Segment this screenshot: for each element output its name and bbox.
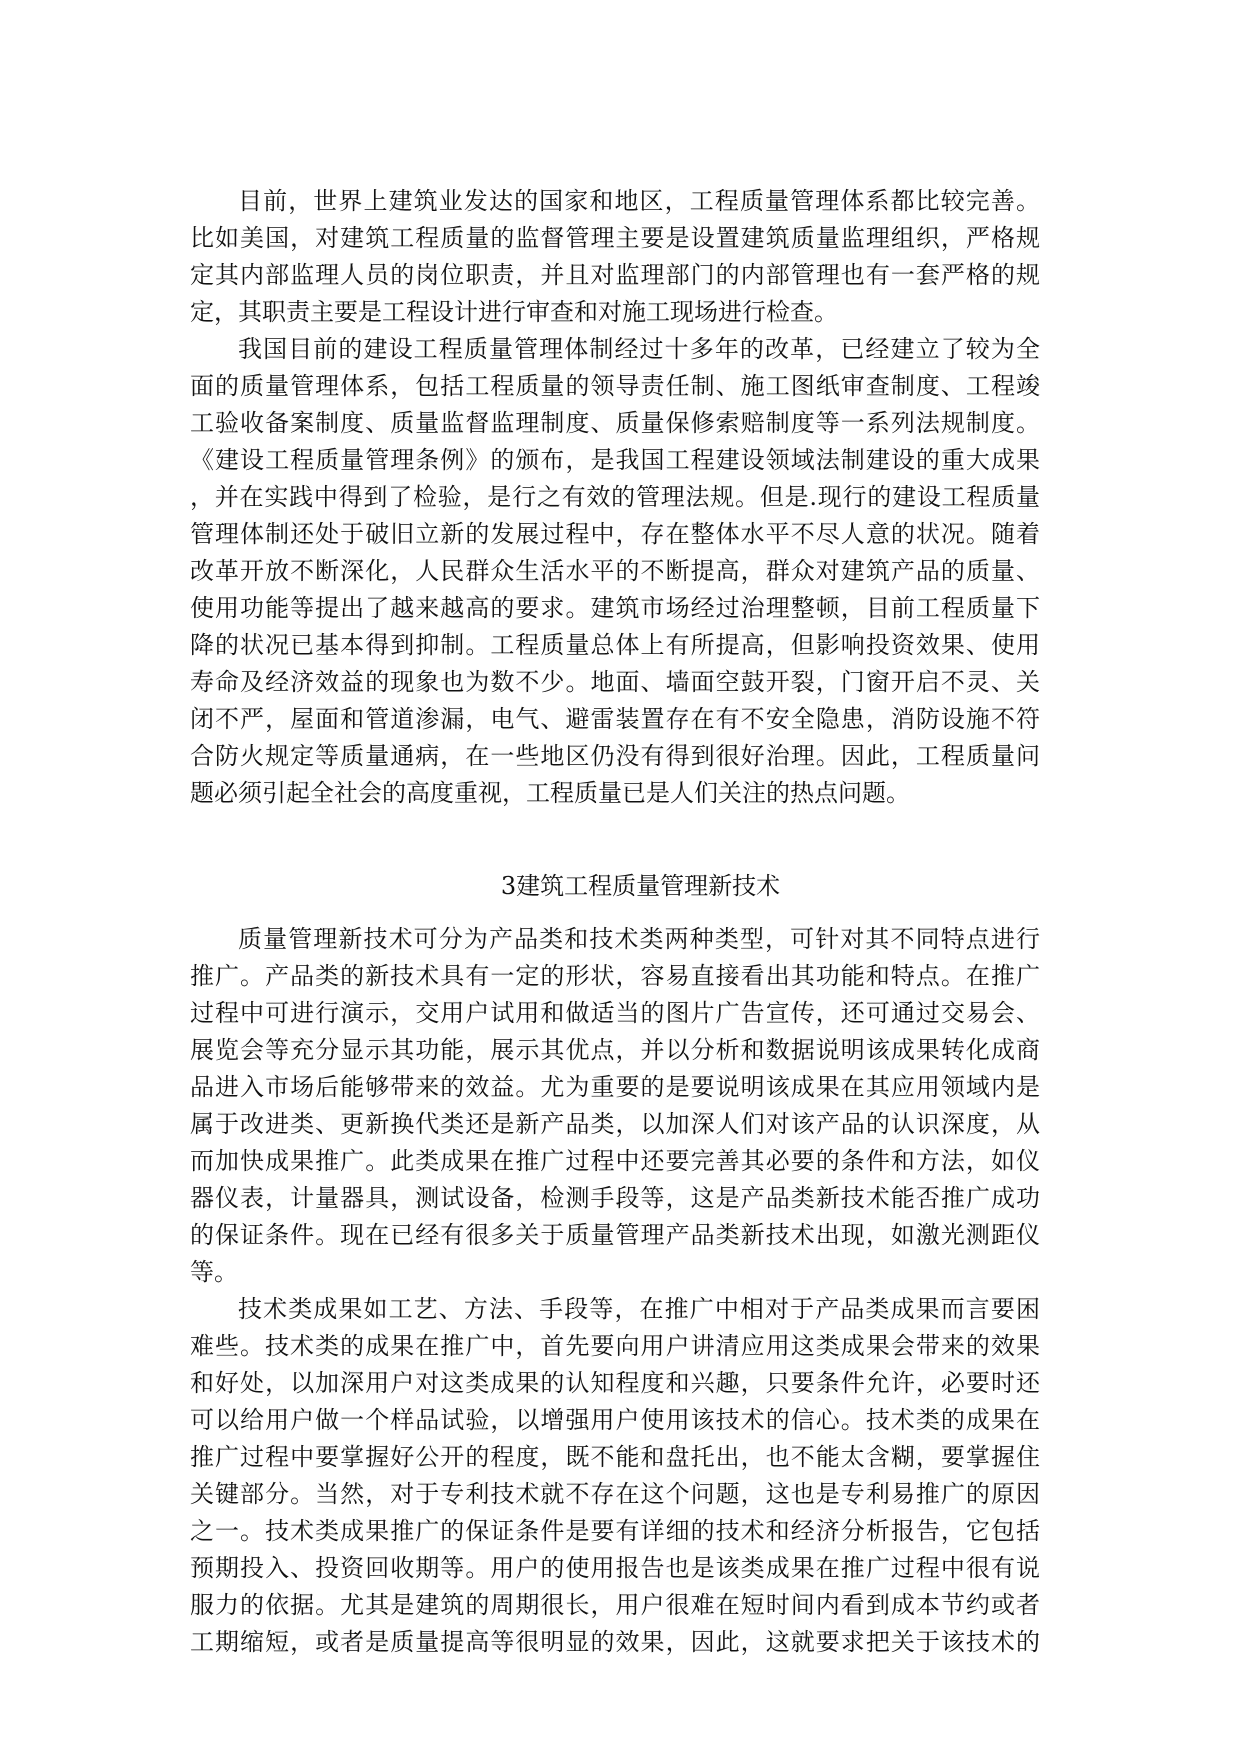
text-line: 难些。技术类的成果在推广中，首先要向用户讲清应用这类成果会带来的效果 bbox=[190, 1332, 1040, 1360]
text-line: 我国目前的建设工程质量管理体制经过十多年的改革，已经建立了较为全 bbox=[238, 335, 1040, 363]
text-line: 质量管理新技术可分为产品类和技术类两种类型，可针对其不同特点进行 bbox=[238, 925, 1040, 953]
paragraph-2 bbox=[190, 331, 1040, 812]
text-line: 题必须引起全社会的高度重视，工程质量已是人们关注的热点问题。 bbox=[190, 779, 910, 807]
text-line: 推广。产品类的新技术具有一定的形状，容易直接看出其功能和特点。在推广 bbox=[190, 962, 1040, 990]
text-line: 管理体制还处于破旧立新的发展过程中，存在整体水平不尽人意的状况。随着 bbox=[190, 520, 1040, 548]
text-line: 服力的依据。尤其是建筑的周期很长，用户很难在短时间内看到成本节约或者 bbox=[190, 1591, 1040, 1619]
text-line: 比如美国，对建筑工程质量的监督管理主要是设置建筑质量监理组织，严格规 bbox=[190, 224, 1040, 252]
text-line: 和好处，以加深用户对这类成果的认知程度和兴趣，只要条件允许，必要时还 bbox=[190, 1369, 1040, 1397]
text-line: 关键部分。当然，对于专利技术就不存在这个问题，这也是专利易推广的原因 bbox=[190, 1480, 1040, 1508]
text-line: 改革开放不断深化，人民群众生活水平的不断提高，群众对建筑产品的质量、 bbox=[190, 557, 1040, 585]
text-line: 品进入市场后能够带来的效益。尤为重要的是要说明该成果在其应用领域内是 bbox=[190, 1073, 1040, 1101]
text-line: 合防火规定等质量通病，在一些地区仍没有得到很好治理。因此，工程质量问 bbox=[190, 742, 1040, 770]
text-line: 目前，世界上建筑业发达的国家和地区，工程质量管理体系都比较完善。 bbox=[238, 187, 1040, 215]
text-line: 等。 bbox=[190, 1258, 238, 1286]
text-line: 展览会等充分显示其功能，展示其优点，并以分析和数据说明该成果转化成商 bbox=[190, 1036, 1040, 1064]
text-line: 定其内部监理人员的岗位职责，并且对监理部门的内部管理也有一套严格的规 bbox=[190, 261, 1040, 289]
text-line: 属于改进类、更新换代类还是新产品类，以加深人们对该产品的认识深度，从 bbox=[190, 1110, 1040, 1138]
paragraph-1 bbox=[190, 183, 1040, 331]
text-line: 过程中可进行演示，交用户试用和做适当的图片广告宣传，还可通过交易会、 bbox=[190, 999, 1040, 1027]
text-line: 寿命及经济效益的现象也为数不少。地面、墙面空鼓开裂，门窗开启不灵、关 bbox=[190, 668, 1040, 696]
text-line: 工验收备案制度、质量监督监理制度、质量保修索赔制度等一系列法规制度。 bbox=[190, 409, 1040, 437]
text-line: ，并在实践中得到了检验，是行之有效的管理法规。但是.现行的建设工程质量 bbox=[190, 483, 1040, 511]
text-line: 而加快成果推广。此类成果在推广过程中还要完善其必要的条件和方法，如仪 bbox=[190, 1147, 1040, 1175]
text-line: 推广过程中要掌握好公开的程度，既不能和盘托出，也不能太含糊，要掌握住 bbox=[190, 1443, 1040, 1471]
paragraph-3 bbox=[190, 921, 1040, 1291]
text-line: 可以给用户做一个样品试验，以增强用户使用该技术的信心。技术类的成果在 bbox=[190, 1406, 1040, 1434]
paragraph-4 bbox=[190, 1291, 1040, 1661]
text-line: 工期缩短，或者是质量提高等很明显的效果，因此，这就要求把关于该技术的 bbox=[190, 1628, 1040, 1656]
text-line: 《建设工程质量管理条例》的颁布，是我国工程建设领域法制建设的重大成果 bbox=[190, 446, 1040, 474]
text-line: 之一。技术类成果推广的保证条件是要有详细的技术和经济分析报告，它包括 bbox=[190, 1517, 1040, 1545]
text-line: 面的质量管理体系，包括工程质量的领导责任制、施工图纸审查制度、工程竣 bbox=[190, 372, 1040, 400]
text-line: 使用功能等提出了越来越高的要求。建筑市场经过治理整顿，目前工程质量下 bbox=[190, 594, 1040, 622]
text-line: 定，其职责主要是工程设计进行审查和对施工现场进行检查。 bbox=[190, 298, 838, 326]
text-line: 技术类成果如工艺、方法、手段等，在推广中相对于产品类成果而言要困 bbox=[238, 1295, 1040, 1323]
bottom-text-section bbox=[190, 921, 1040, 1661]
section-heading: 3建筑工程质量管理新技术 bbox=[500, 872, 781, 900]
top-text-section bbox=[190, 183, 1040, 812]
text-line: 器仪表，计量器具，测试设备，检测手段等，这是产品类新技术能否推广成功 bbox=[190, 1184, 1040, 1212]
text-line: 预期投入、投资回收期等。用户的使用报告也是该类成果在推广过程中很有说 bbox=[190, 1554, 1040, 1582]
text-line: 降的状况已基本得到抑制。工程质量总体上有所提高，但影响投资效果、使用 bbox=[190, 631, 1040, 659]
text-line: 闭不严，屋面和管道渗漏，电气、避雷装置存在有不安全隐患，消防设施不符 bbox=[190, 705, 1040, 733]
text-line: 的保证条件。现在已经有很多关于质量管理产品类新技术出现，如激光测距仪 bbox=[190, 1221, 1040, 1249]
